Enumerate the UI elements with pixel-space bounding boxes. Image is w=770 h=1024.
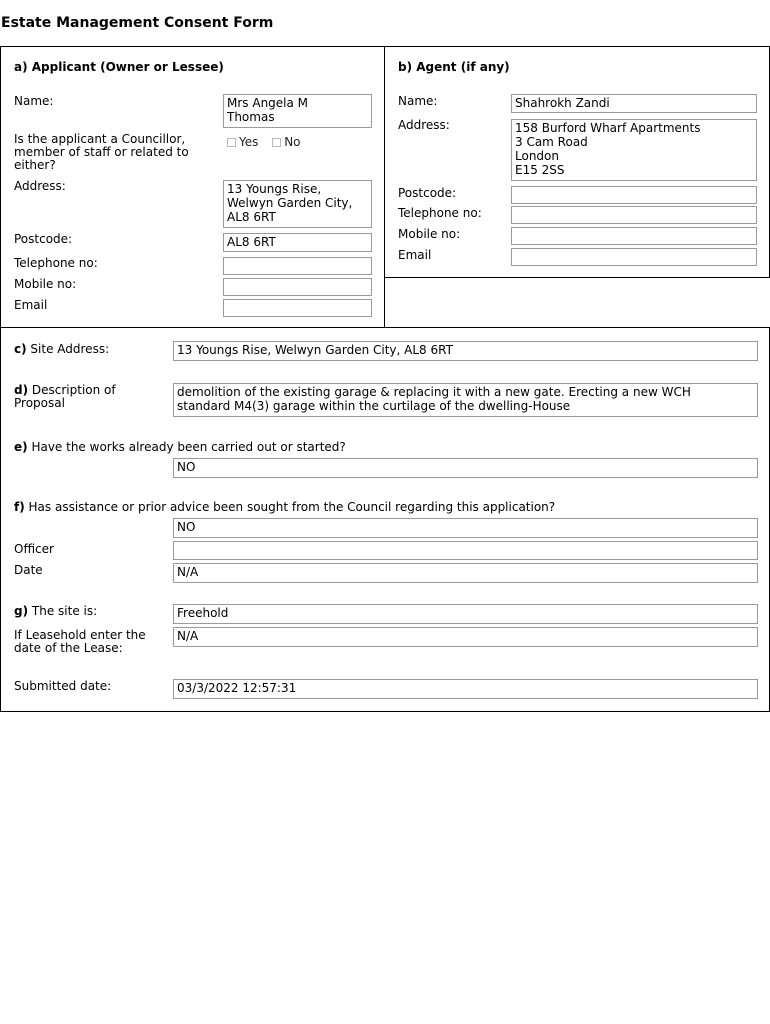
prior-advice-prefix: f) xyxy=(14,500,25,514)
applicant-name-label: Name: xyxy=(14,94,54,108)
advice-date-field[interactable]: N/A xyxy=(173,563,758,583)
applicant-panel xyxy=(0,46,385,328)
applicant-address-field[interactable]: 13 Youngs Rise, Welwyn Garden City, AL8 6RT xyxy=(223,180,372,228)
applicant-email-label: Email xyxy=(14,298,48,312)
site-address-label-text: Site Address: xyxy=(26,342,110,356)
councillor-yes-checkbox[interactable] xyxy=(227,138,236,147)
agent-address-label: Address: xyxy=(398,118,450,132)
applicant-postcode-label: Postcode: xyxy=(14,232,73,246)
councillor-yes-label: Yes xyxy=(239,135,259,149)
advice-date-label: Date xyxy=(14,563,43,577)
site-tenure-label-text: The site is: xyxy=(28,604,98,618)
description-prefix: d) xyxy=(14,383,29,397)
councillor-no-label: No xyxy=(284,135,301,149)
submitted-date-field[interactable]: 03/3/2022 12:57:31 xyxy=(173,679,758,699)
agent-telephone-field[interactable] xyxy=(511,206,757,224)
site-tenure-field[interactable]: Freehold xyxy=(173,604,758,624)
agent-heading: b) Agent (if any) xyxy=(398,60,510,74)
agent-postcode-field[interactable] xyxy=(511,186,757,204)
applicant-email-field[interactable] xyxy=(223,299,372,317)
councillor-question-label: Is the applicant a Councillor, member of staff or related to either? xyxy=(14,132,189,172)
applicant-address-label: Address: xyxy=(14,179,66,193)
councillor-no-checkbox[interactable] xyxy=(272,138,281,147)
agent-mobile-label: Mobile no: xyxy=(398,227,461,241)
description-field[interactable]: demolition of the existing garage & replacing it with a new gate. Erecting a new WCH standard M4(3) garage within the curtilage of the dwelling-House xyxy=(173,383,758,417)
form-title: Estate Management Consent Form xyxy=(1,15,274,31)
agent-telephone-label: Telephone no: xyxy=(398,206,482,220)
site-tenure-label xyxy=(14,605,97,618)
works-started-prefix: e) xyxy=(14,440,28,454)
lease-date-label: If Leasehold enter the date of the Lease: xyxy=(14,628,146,655)
prior-advice-label-text: Has assistance or prior advice been sought from the Council regarding this application? xyxy=(24,500,556,514)
applicant-telephone-label: Telephone no: xyxy=(14,256,98,270)
works-started-label xyxy=(14,441,346,454)
works-started-label-text: Have the works already been carried out or started? xyxy=(27,440,346,454)
works-started-field[interactable]: NO xyxy=(173,458,758,478)
site-address-field[interactable]: 13 Youngs Rise, Welwyn Garden City, AL8 6RT xyxy=(173,341,758,361)
councillor-options xyxy=(227,135,301,149)
officer-field[interactable] xyxy=(173,541,758,560)
submitted-date-label: Submitted date: xyxy=(14,679,112,693)
prior-advice-label xyxy=(14,501,555,514)
site-address-prefix: c) xyxy=(14,342,27,356)
applicant-postcode-field[interactable]: AL8 6RT xyxy=(223,233,372,252)
site-tenure-prefix: g) xyxy=(14,604,29,618)
agent-address-field[interactable]: 158 Burford Wharf Apartments 3 Cam Road London E15 2SS xyxy=(511,119,757,181)
agent-email-field[interactable] xyxy=(511,248,757,266)
agent-email-label: Email xyxy=(398,248,432,262)
applicant-name-field[interactable]: Mrs Angela M Thomas xyxy=(223,94,372,128)
site-address-label xyxy=(14,343,109,356)
prior-advice-field[interactable]: NO xyxy=(173,518,758,538)
applicant-mobile-field[interactable] xyxy=(223,278,372,296)
lease-date-field[interactable]: N/A xyxy=(173,627,758,647)
description-label xyxy=(14,384,116,410)
agent-mobile-field[interactable] xyxy=(511,227,757,245)
agent-name-field[interactable]: Shahrokh Zandi xyxy=(511,94,757,113)
agent-name-label: Name: xyxy=(398,94,438,108)
description-label-text: Description of Proposal xyxy=(14,383,116,410)
applicant-heading: a) Applicant (Owner or Lessee) xyxy=(14,60,224,74)
officer-label: Officer xyxy=(14,542,54,556)
applicant-mobile-label: Mobile no: xyxy=(14,277,77,291)
agent-postcode-label: Postcode: xyxy=(398,186,457,200)
applicant-telephone-field[interactable] xyxy=(223,257,372,275)
agent-panel xyxy=(384,46,770,278)
application-details-panel xyxy=(0,327,770,712)
